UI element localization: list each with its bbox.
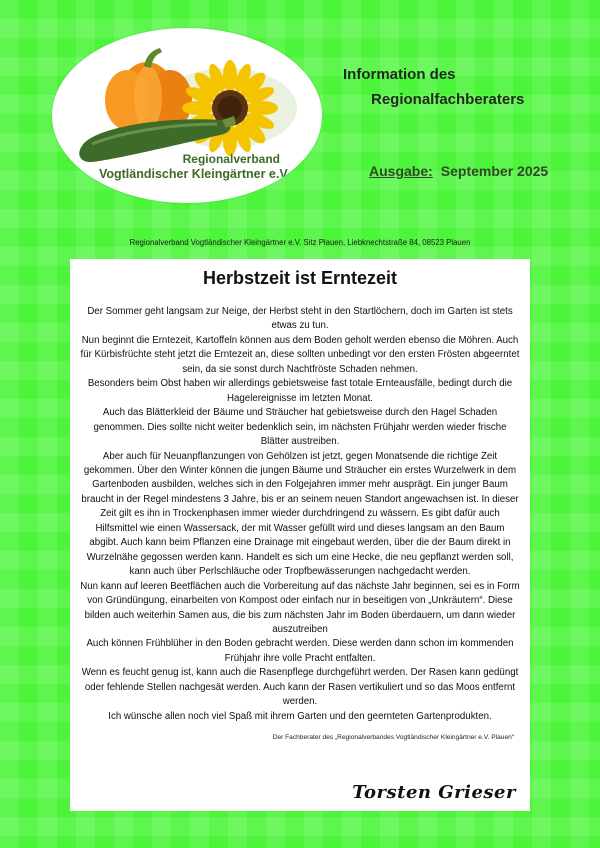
article-paragraph: Auch das Blätterkleid der Bäume und Sträucher hat gebietsweise durch den Hagel Schaden genommen. Dies sollte nicht weiter bedenklich sein, im nächsten Frühjahr werden wieder frische Blätter austreiben. xyxy=(93,407,507,448)
header-title-line2: Regionalfachberaters xyxy=(371,91,525,108)
article-panel xyxy=(70,259,530,811)
article-paragraph: Der Sommer geht langsam zur Neige, der Herbst steht in den Startlöchern, doch im Garten ist stets etwas zu tun. xyxy=(87,306,513,332)
address-line: Regionalverband Vogtländischer Kleingärtner e.V. Sitz Plauen, Liebknechtstraße 84, 08523 Plauen xyxy=(129,238,471,247)
article-paragraph: Wenn es feucht genug ist, kann auch die Rasenpflege durchgeführt werden. Der Rasen kann gedüngt oder fehlende Stellen nachgesät werden. Auch kann der Rasen vertikuliert und so das Moos entfernt werden. xyxy=(81,667,519,708)
issue-label: Ausgabe: xyxy=(369,163,433,179)
issue-value: September 2025 xyxy=(440,163,549,179)
logo-text-line1: Regionalverband xyxy=(182,152,280,166)
article-paragraph: Aber auch für Neuanpflanzungen von Gehölzen ist jetzt, gegen Monatsende die richtige Zeit gekommen. Über den Winter können die jungen Bäume und Sträucher ein erstes Wurzelwerk in dem Gartenboden ausbilden, welches sich in den Folgejahren immer mehr ausprägt. Ein junger Baum braucht in der Regel mindestens 3 Jahre, bis er an seinem neuen Standort angewachsen ist. In dieser Zeit gilt es ihn in Trockenphasen immer wieder durchdringend zu wässern. Es gibt dafür auch Hilfsmittel wie einen Wassersack, der mit Wasser gefüllt wird und dieses langsam an den Baum abgibt. Auch kann beim Pflanzen eine Drainage mit eingebaut werden, über die der Baum direkt in Wurzelnähe gegossen werden kann. Handelt es sich um eine Hecke, die neu gepflanzt werden soll, kann auch über Perlschläuche oder Tropfbewässerungen nachgedacht werden. xyxy=(81,450,519,578)
article-body xyxy=(80,305,520,724)
signature-caption: Der Fachberater des „Regionalverbandes Vogtländischer Kleingärtner e.V. Plauen“ xyxy=(272,734,514,742)
article-paragraph: Besonders beim Obst haben wir allerdings gebietsweise fast totale Ernteausfälle, bedingt durch die Hagelereignisse im letzten Monat. xyxy=(87,378,513,404)
article-paragraph: Auch können Frühblüher in den Boden gebracht werden. Diese werden dann schon im kommenden Frühjahr ihre volle Pracht entfalten. xyxy=(86,638,514,664)
article-paragraph: Nun kann auf leeren Beetflächen auch die Vorbereitung auf das nächste Jahr beginnen, sei es in Form von Gründüngung, einarbeiten von Kompost oder einfach nur in beseitigen von „Unkräutern“. Diese bilden auch weiterhin Samen aus, die bis zum nächsten Jahr im Boden überdauern, um dann wieder auszutreiben xyxy=(80,580,520,635)
header-title-line1: Information des xyxy=(343,66,456,83)
sunflower-icon xyxy=(182,60,278,156)
issue-info xyxy=(369,163,548,179)
pumpkin-icon xyxy=(105,48,192,130)
logo xyxy=(52,28,322,203)
article-paragraph: Nun beginnt die Erntezeit, Kartoffeln können aus dem Boden geholt werden ebenso die Möhren. Auch für Kürbisfrüchte steht jetzt die Erntezeit an, diese sollten unbedingt vor den ersten Frösten abgeerntet sein, da sie sonst durch Nachtfröste Schaden nehmen. xyxy=(80,334,520,375)
signature: Torsten Grieser xyxy=(352,782,516,803)
article-title: Herbstzeit ist Erntezeit xyxy=(202,268,398,288)
article-paragraph: Ich wünsche allen noch viel Spaß mit ihrem Garten und den geernteten Gartenprodukten. xyxy=(108,710,492,722)
logo-text-line2: Vogtländischer Kleingärtner e.V. xyxy=(98,167,290,181)
